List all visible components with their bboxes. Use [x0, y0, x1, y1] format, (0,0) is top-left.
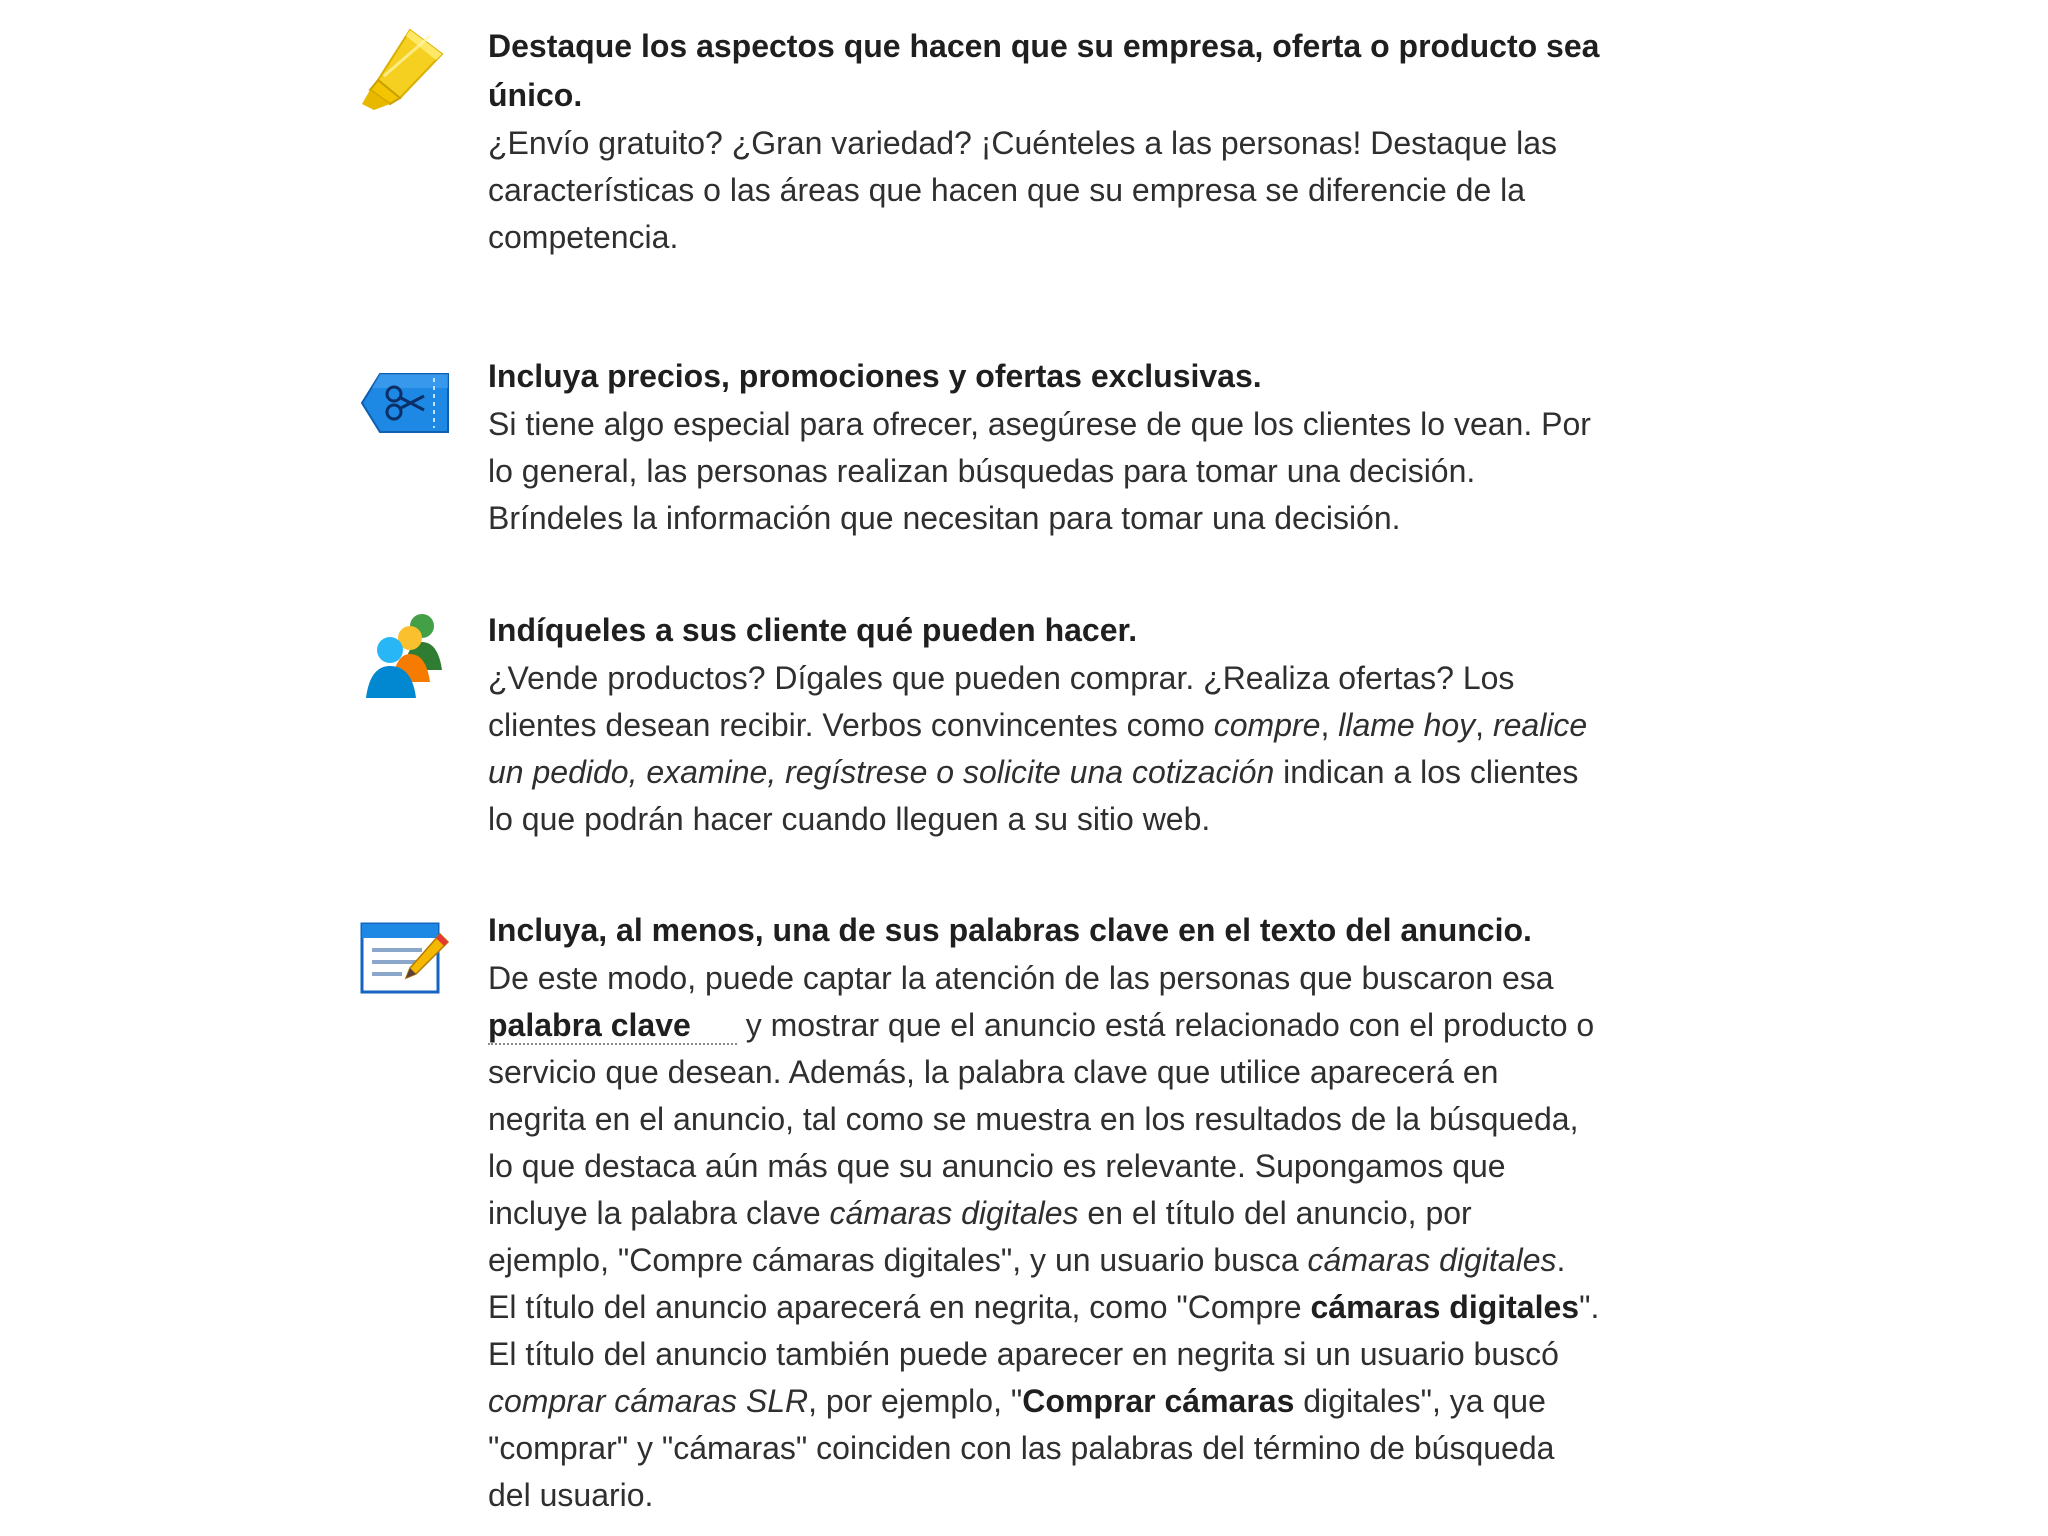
italic-term: cámaras digitales — [829, 1195, 1079, 1231]
italic-term: comprar cámaras SLR — [488, 1383, 809, 1419]
ad-writing-tips-list — [360, 22, 1600, 1519]
text-run: y mostrar que el anuncio está relacionado con el producto o servicio que desean. Además, la palabra clave que utilice aparecerá en negrita en el anuncio, tal como se muestra en los resultados de la búsqueda, lo que destaca aún más que su anuncio es relevante. Supongamos que incluye la palabra clave — [488, 1007, 1595, 1231]
text-run: en el título del anuncio, por ejemplo, "Compre cámaras digitales", y un usuario busca — [488, 1195, 1472, 1278]
tip-title: Destaque los aspectos que hacen que su empresa, oferta o producto sea único. — [488, 28, 1600, 113]
tip-include-keywords — [360, 906, 1600, 1519]
text-run: , por ejemplo, " — [808, 1383, 1023, 1419]
tip-body — [488, 655, 1600, 843]
tip-body — [488, 955, 1600, 1519]
text-run: , — [1320, 707, 1339, 743]
italic-term: cámaras digitales — [1307, 1242, 1557, 1278]
keyword-link[interactable]: palabra clave — [488, 1007, 737, 1045]
text-run: De este modo, puede captar la atención de las personas que buscaron esa — [488, 960, 1554, 996]
text-run: ¿Vende productos? Dígales que pueden comprar. ¿Realiza ofertas? Los clientes desean recibir. Verbos convincentes como — [488, 660, 1515, 743]
text-run: . El título del anuncio aparecerá en negrita, como "Compre — [488, 1242, 1566, 1325]
tip-title: Incluya precios, promociones y ofertas exclusivas. — [488, 358, 1262, 394]
tip-unique-selling-points — [360, 22, 1600, 352]
tip-body: ¿Envío gratuito? ¿Gran variedad? ¡Cuénteles a las personas! Destaque las características o las áreas que hacen que su empresa se diferencie de la competencia. — [488, 125, 1558, 255]
text-run: , — [1475, 707, 1493, 743]
tip-title: Indíqueles a sus cliente qué pueden hacer. — [488, 612, 1138, 648]
italic-term: compre — [1213, 707, 1321, 743]
tip-title: Incluya, al menos, una de sus palabras clave en el texto del anuncio. — [488, 912, 1532, 948]
tip-prices-promotions — [360, 352, 1600, 606]
customers-group-icon — [360, 610, 450, 700]
tip-call-to-action — [360, 606, 1600, 906]
italic-term: realice un pedido, examine, regístrese o solicite una cotización — [488, 707, 1588, 790]
highlighter-icon — [360, 24, 450, 114]
tip-body: Si tiene algo especial para ofrecer, asegúrese de que los clientes lo vean. Por lo general, las personas realizan búsquedas para tomar una decisión. Bríndeles la información que necesitan para tomar una decisión. — [488, 406, 1591, 536]
bold-term: Comprar cámaras — [1022, 1383, 1295, 1419]
coupon-scissors-icon — [360, 364, 450, 454]
edit-document-icon — [360, 916, 450, 1006]
text-run: indican a los clientes lo que podrán hacer cuando lleguen a su sitio web. — [488, 754, 1579, 837]
text-run: ". El título del anuncio también puede aparecer en negrita si un usuario buscó — [488, 1289, 1600, 1372]
bold-term: cámaras digitales — [1310, 1289, 1580, 1325]
text-run: digitales", ya que "comprar" y "cámaras" coinciden con las palabras del término de búsqueda del usuario. — [488, 1383, 1555, 1513]
italic-term: llame hoy — [1338, 707, 1476, 743]
